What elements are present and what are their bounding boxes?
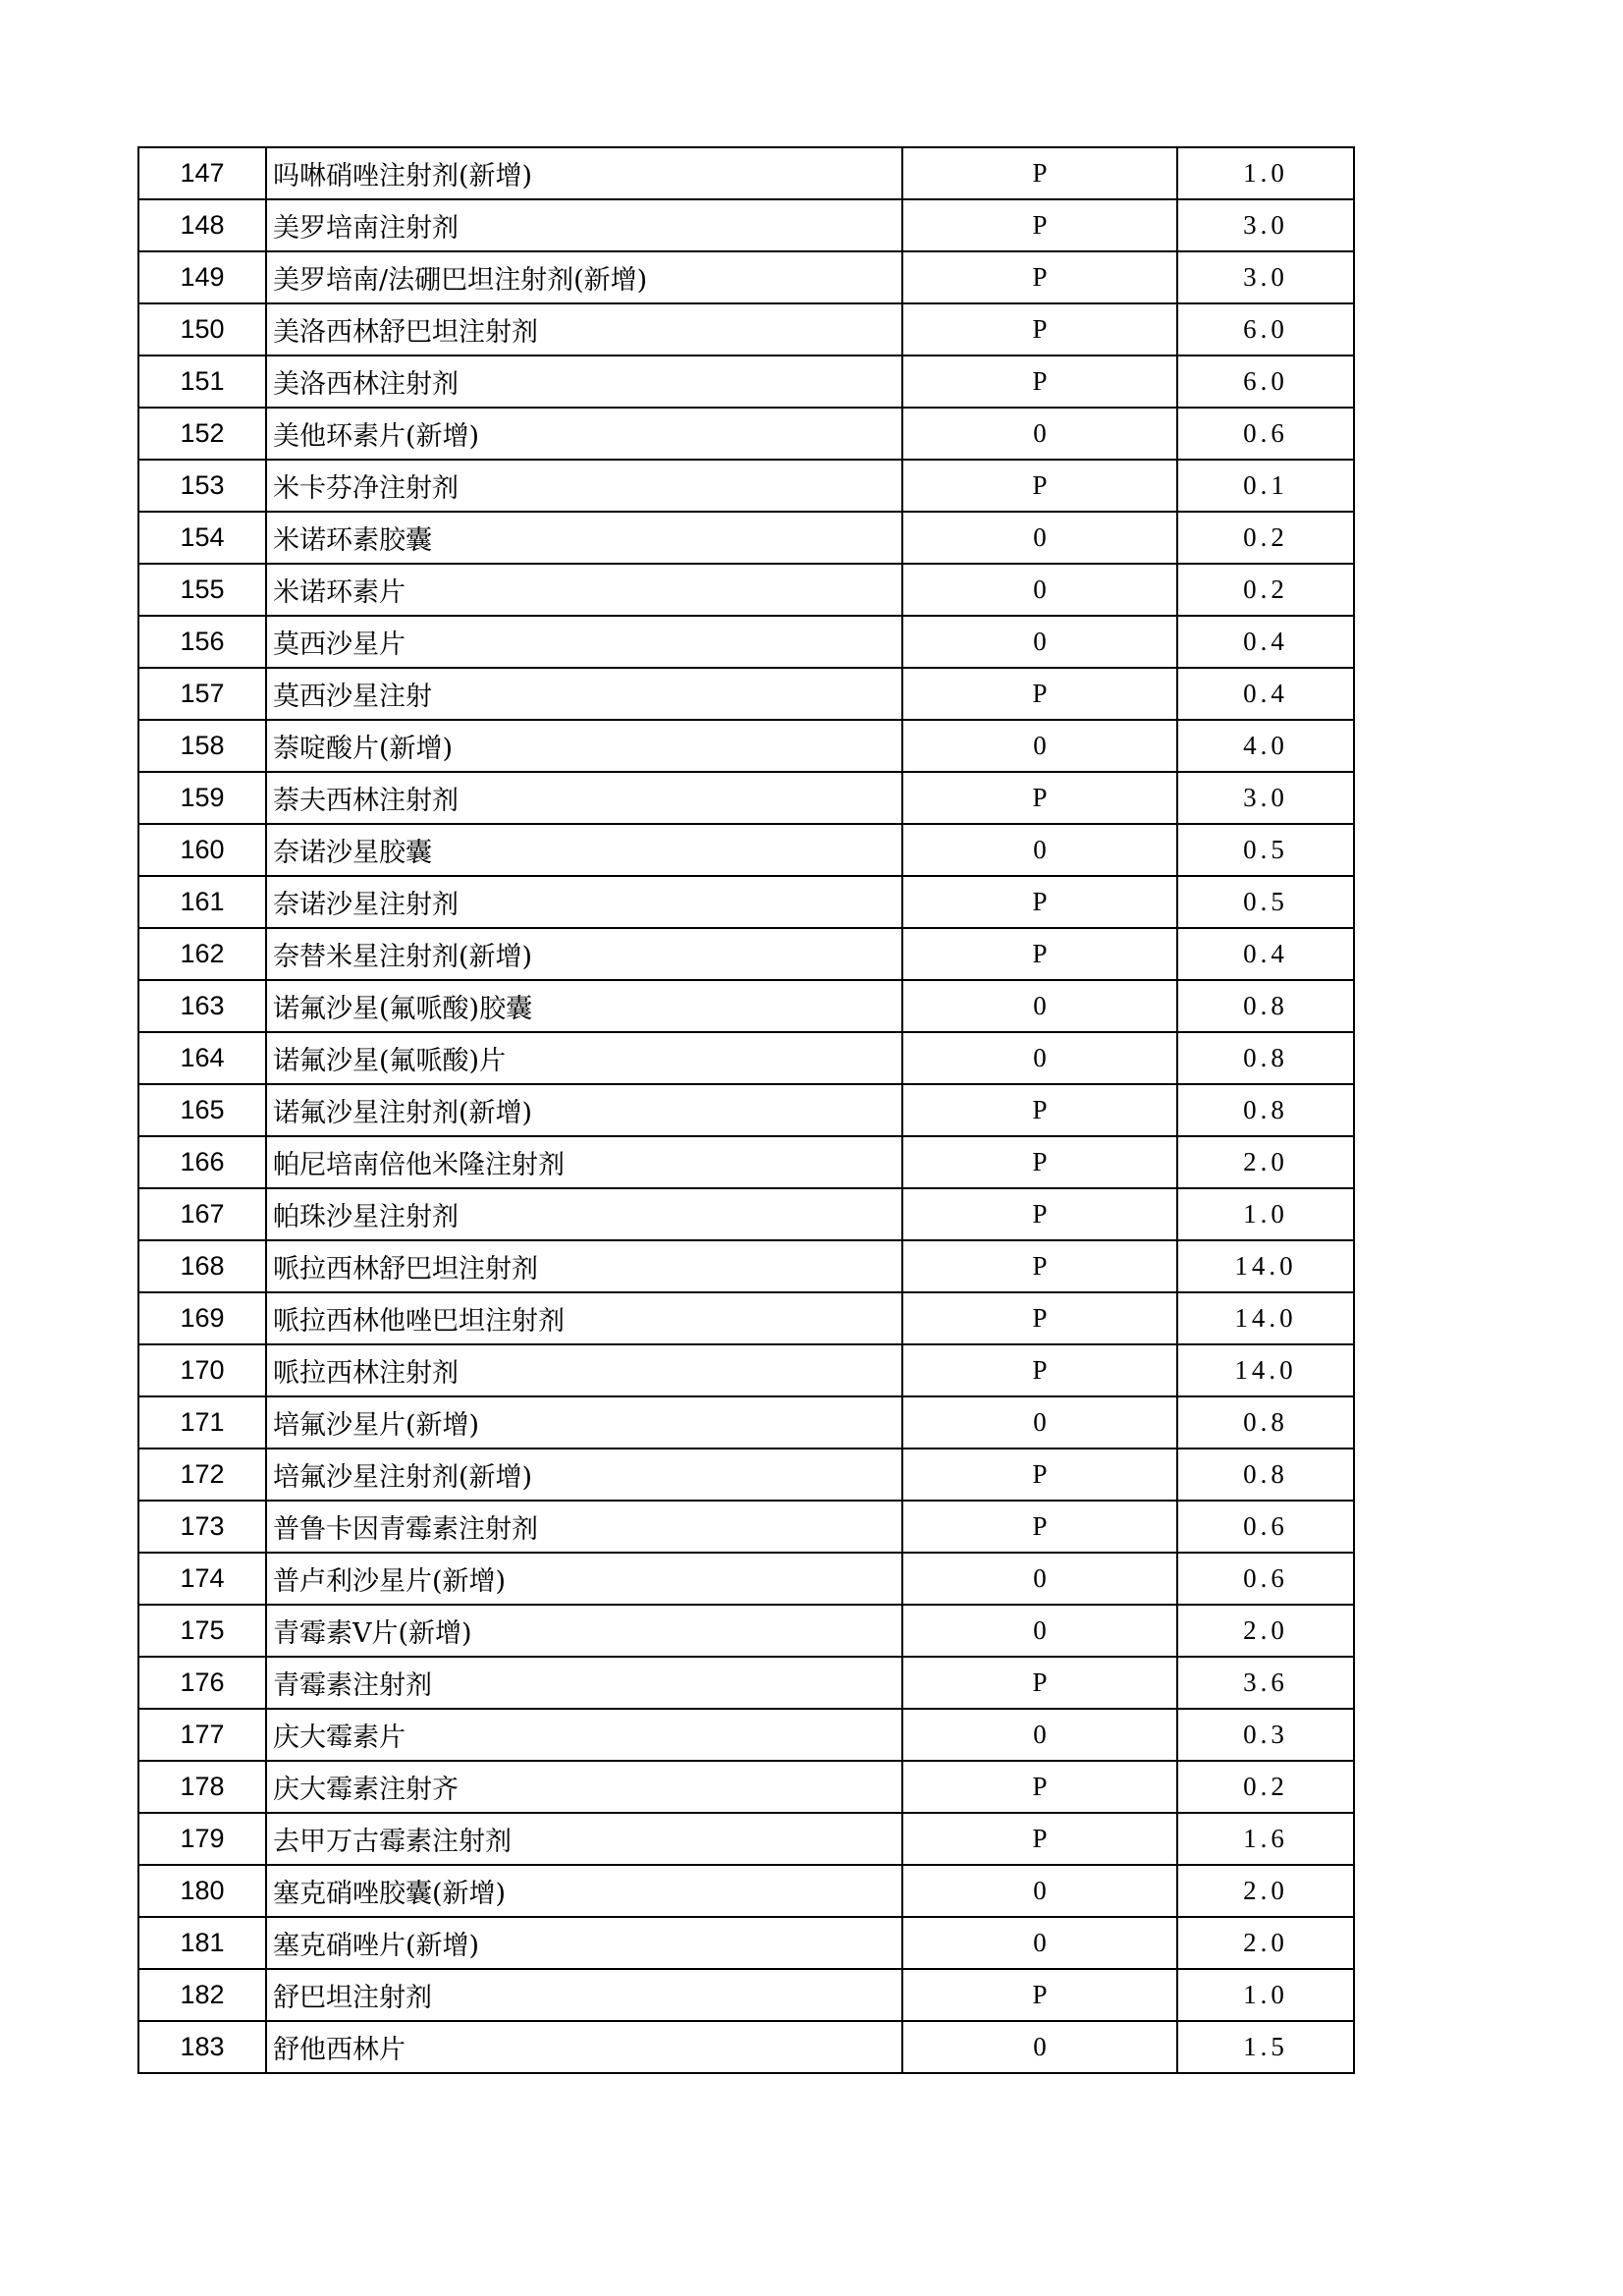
dose-cell: 0.6 <box>1177 1553 1354 1605</box>
table-row <box>138 720 1354 772</box>
row-number-cell: 157 <box>138 668 266 720</box>
row-number-cell: 173 <box>138 1501 266 1553</box>
row-number-cell: 162 <box>138 928 266 980</box>
drug-name-cell: 普鲁卡因青霉素注射剂 <box>266 1501 902 1553</box>
drug-name-cell: 青霉素V片(新增) <box>266 1605 902 1657</box>
dose-cell: 2.0 <box>1177 1605 1354 1657</box>
row-number-cell: 166 <box>138 1136 266 1188</box>
drug-name-cell: 帕珠沙星注射剂 <box>266 1188 902 1240</box>
dose-cell: 0.8 <box>1177 1449 1354 1501</box>
row-number-cell: 159 <box>138 772 266 824</box>
dose-cell: 0.2 <box>1177 512 1354 564</box>
table-row <box>138 1865 1354 1917</box>
row-number-cell: 160 <box>138 824 266 876</box>
drug-name-cell: 萘啶酸片(新增) <box>266 720 902 772</box>
table-row <box>138 1240 1354 1292</box>
drug-name-cell: 诺氟沙星注射剂(新增) <box>266 1084 902 1136</box>
dose-cell: 0.8 <box>1177 1396 1354 1449</box>
dose-cell: 0.5 <box>1177 824 1354 876</box>
drug-name-cell: 普卢利沙星片(新增) <box>266 1553 902 1605</box>
table-row <box>138 199 1354 251</box>
row-number-cell: 151 <box>138 355 266 408</box>
route-cell: P <box>902 147 1177 199</box>
route-cell: 0 <box>902 1396 1177 1449</box>
route-cell: P <box>902 303 1177 355</box>
drug-name-cell: 米诺环素片 <box>266 564 902 616</box>
row-number-cell: 175 <box>138 1605 266 1657</box>
table-row <box>138 408 1354 460</box>
drug-name-cell: 奈诺沙星注射剂 <box>266 876 902 928</box>
table-row <box>138 980 1354 1032</box>
route-cell: 0 <box>902 824 1177 876</box>
route-cell: 0 <box>902 1709 1177 1761</box>
drug-name-cell: 米卡芬净注射剂 <box>266 460 902 512</box>
dose-cell: 6.0 <box>1177 355 1354 408</box>
row-number-cell: 149 <box>138 251 266 303</box>
table-row <box>138 303 1354 355</box>
dose-cell: 1.6 <box>1177 1813 1354 1865</box>
drug-name-cell: 培氟沙星注射剂(新增) <box>266 1449 902 1501</box>
dose-cell: 14.0 <box>1177 1344 1354 1396</box>
route-cell: 0 <box>902 512 1177 564</box>
row-number-cell: 148 <box>138 199 266 251</box>
route-cell: P <box>902 876 1177 928</box>
table-row <box>138 512 1354 564</box>
drug-name-cell: 舒他西林片 <box>266 2021 902 2073</box>
drug-name-cell: 莫西沙星片 <box>266 616 902 668</box>
row-number-cell: 183 <box>138 2021 266 2073</box>
row-number-cell: 155 <box>138 564 266 616</box>
row-number-cell: 156 <box>138 616 266 668</box>
drug-name-cell: 莫西沙星注射 <box>266 668 902 720</box>
drug-name-cell: 诺氟沙星(氟哌酸)胶囊 <box>266 980 902 1032</box>
dose-cell: 14.0 <box>1177 1240 1354 1292</box>
route-cell: P <box>902 1188 1177 1240</box>
route-cell: P <box>902 1501 1177 1553</box>
drug-name-cell: 奈诺沙星胶囊 <box>266 824 902 876</box>
dose-cell: 0.1 <box>1177 460 1354 512</box>
drug-name-cell: 塞克硝唑胶囊(新增) <box>266 1865 902 1917</box>
table-row <box>138 460 1354 512</box>
dose-cell: 14.0 <box>1177 1292 1354 1344</box>
table-row <box>138 824 1354 876</box>
row-number-cell: 174 <box>138 1553 266 1605</box>
row-number-cell: 170 <box>138 1344 266 1396</box>
dose-cell: 1.0 <box>1177 1969 1354 2021</box>
dose-cell: 3.6 <box>1177 1657 1354 1709</box>
route-cell: 0 <box>902 720 1177 772</box>
route-cell: 0 <box>902 408 1177 460</box>
route-cell: 0 <box>902 1917 1177 1969</box>
drug-name-cell: 哌拉西林他唑巴坦注射剂 <box>266 1292 902 1344</box>
dose-cell: 6.0 <box>1177 303 1354 355</box>
dose-cell: 0.8 <box>1177 980 1354 1032</box>
row-number-cell: 182 <box>138 1969 266 2021</box>
route-cell: P <box>902 668 1177 720</box>
route-cell: P <box>902 1449 1177 1501</box>
dose-cell: 0.4 <box>1177 616 1354 668</box>
dose-cell: 1.5 <box>1177 2021 1354 2073</box>
drug-name-cell: 米诺环素胶囊 <box>266 512 902 564</box>
route-cell: 0 <box>902 616 1177 668</box>
row-number-cell: 177 <box>138 1709 266 1761</box>
dose-cell: 3.0 <box>1177 772 1354 824</box>
dose-cell: 0.5 <box>1177 876 1354 928</box>
row-number-cell: 150 <box>138 303 266 355</box>
dose-cell: 0.6 <box>1177 1501 1354 1553</box>
table-row <box>138 251 1354 303</box>
route-cell: 0 <box>902 1032 1177 1084</box>
route-cell: 0 <box>902 1553 1177 1605</box>
row-number-cell: 171 <box>138 1396 266 1449</box>
dose-cell: 0.3 <box>1177 1709 1354 1761</box>
drug-dose-table <box>137 146 1355 2074</box>
drug-name-cell: 庆大霉素片 <box>266 1709 902 1761</box>
route-cell: P <box>902 460 1177 512</box>
table-row <box>138 1136 1354 1188</box>
dose-cell: 4.0 <box>1177 720 1354 772</box>
dose-cell: 1.0 <box>1177 147 1354 199</box>
row-number-cell: 161 <box>138 876 266 928</box>
table-row <box>138 1761 1354 1813</box>
table-row <box>138 1292 1354 1344</box>
row-number-cell: 153 <box>138 460 266 512</box>
table-row <box>138 1449 1354 1501</box>
row-number-cell: 181 <box>138 1917 266 1969</box>
drug-name-cell: 美洛西林舒巴坦注射剂 <box>266 303 902 355</box>
route-cell: P <box>902 1344 1177 1396</box>
table-row <box>138 772 1354 824</box>
row-number-cell: 178 <box>138 1761 266 1813</box>
route-cell: P <box>902 928 1177 980</box>
drug-name-cell: 帕尼培南倍他米隆注射剂 <box>266 1136 902 1188</box>
row-number-cell: 179 <box>138 1813 266 1865</box>
row-number-cell: 164 <box>138 1032 266 1084</box>
dose-cell: 3.0 <box>1177 199 1354 251</box>
table-row <box>138 668 1354 720</box>
drug-name-cell: 哌拉西林舒巴坦注射剂 <box>266 1240 902 1292</box>
route-cell: P <box>902 355 1177 408</box>
route-cell: P <box>902 1969 1177 2021</box>
row-number-cell: 163 <box>138 980 266 1032</box>
row-number-cell: 180 <box>138 1865 266 1917</box>
table-row <box>138 1657 1354 1709</box>
table-row <box>138 616 1354 668</box>
drug-name-cell: 吗啉硝唑注射剂(新增) <box>266 147 902 199</box>
table-row <box>138 147 1354 199</box>
row-number-cell: 147 <box>138 147 266 199</box>
table-row <box>138 1969 1354 2021</box>
drug-name-cell: 青霉素注射剂 <box>266 1657 902 1709</box>
drug-name-cell: 庆大霉素注射齐 <box>266 1761 902 1813</box>
route-cell: P <box>902 1292 1177 1344</box>
drug-name-cell: 培氟沙星片(新增) <box>266 1396 902 1449</box>
route-cell: P <box>902 772 1177 824</box>
route-cell: P <box>902 1084 1177 1136</box>
route-cell: P <box>902 199 1177 251</box>
dose-cell: 0.8 <box>1177 1032 1354 1084</box>
table-row <box>138 928 1354 980</box>
drug-name-cell: 哌拉西林注射剂 <box>266 1344 902 1396</box>
row-number-cell: 154 <box>138 512 266 564</box>
route-cell: P <box>902 1761 1177 1813</box>
table-row <box>138 564 1354 616</box>
drug-name-cell: 萘夫西林注射剂 <box>266 772 902 824</box>
dose-cell: 0.8 <box>1177 1084 1354 1136</box>
route-cell: P <box>902 251 1177 303</box>
route-cell: P <box>902 1657 1177 1709</box>
drug-name-cell: 美罗培南注射剂 <box>266 199 902 251</box>
table-row <box>138 1188 1354 1240</box>
dose-cell: 1.0 <box>1177 1188 1354 1240</box>
route-cell: 0 <box>902 980 1177 1032</box>
table-row <box>138 1501 1354 1553</box>
row-number-cell: 152 <box>138 408 266 460</box>
drug-name-cell: 舒巴坦注射剂 <box>266 1969 902 2021</box>
table-row <box>138 1032 1354 1084</box>
table-row <box>138 2021 1354 2073</box>
route-cell: P <box>902 1813 1177 1865</box>
dose-cell: 0.4 <box>1177 668 1354 720</box>
dose-cell: 2.0 <box>1177 1136 1354 1188</box>
drug-name-cell: 美罗培南/法硼巴坦注射剂(新增) <box>266 251 902 303</box>
table-body <box>138 147 1354 2073</box>
table-row <box>138 1553 1354 1605</box>
route-cell: 0 <box>902 564 1177 616</box>
route-cell: P <box>902 1136 1177 1188</box>
dose-cell: 3.0 <box>1177 251 1354 303</box>
route-cell: 0 <box>902 1605 1177 1657</box>
table-row <box>138 1605 1354 1657</box>
dose-cell: 0.2 <box>1177 1761 1354 1813</box>
table-row <box>138 876 1354 928</box>
table-row <box>138 1344 1354 1396</box>
drug-name-cell: 诺氟沙星(氟哌酸)片 <box>266 1032 902 1084</box>
drug-name-cell: 去甲万古霉素注射剂 <box>266 1813 902 1865</box>
route-cell: 0 <box>902 1865 1177 1917</box>
table-row <box>138 355 1354 408</box>
dose-cell: 0.6 <box>1177 408 1354 460</box>
dose-cell: 0.2 <box>1177 564 1354 616</box>
table-row <box>138 1917 1354 1969</box>
drug-name-cell: 奈替米星注射剂(新增) <box>266 928 902 980</box>
row-number-cell: 158 <box>138 720 266 772</box>
drug-name-cell: 美洛西林注射剂 <box>266 355 902 408</box>
row-number-cell: 169 <box>138 1292 266 1344</box>
table-row <box>138 1709 1354 1761</box>
drug-name-cell: 美他环素片(新增) <box>266 408 902 460</box>
row-number-cell: 167 <box>138 1188 266 1240</box>
table-row <box>138 1813 1354 1865</box>
row-number-cell: 168 <box>138 1240 266 1292</box>
route-cell: 0 <box>902 2021 1177 2073</box>
row-number-cell: 165 <box>138 1084 266 1136</box>
table-row <box>138 1396 1354 1449</box>
dose-cell: 2.0 <box>1177 1917 1354 1969</box>
table-row <box>138 1084 1354 1136</box>
dose-cell: 2.0 <box>1177 1865 1354 1917</box>
dose-cell: 0.4 <box>1177 928 1354 980</box>
row-number-cell: 176 <box>138 1657 266 1709</box>
row-number-cell: 172 <box>138 1449 266 1501</box>
drug-name-cell: 塞克硝唑片(新增) <box>266 1917 902 1969</box>
route-cell: P <box>902 1240 1177 1292</box>
